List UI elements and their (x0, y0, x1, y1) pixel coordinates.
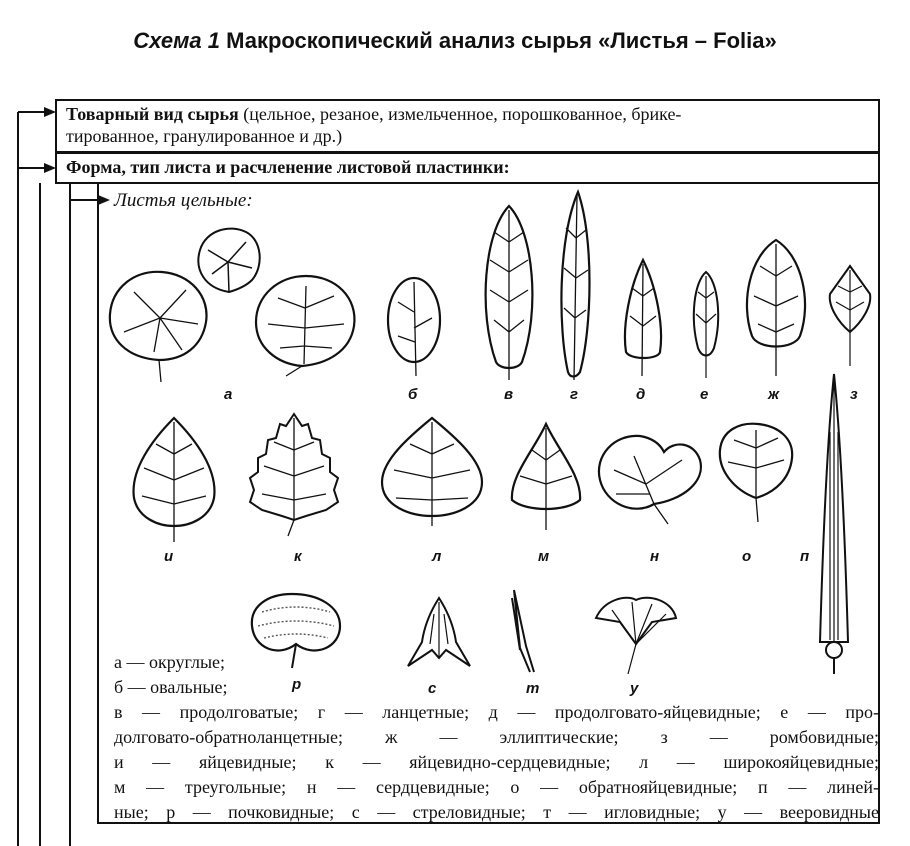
leaf-v-oblong (474, 202, 544, 384)
leaf-label-o: о (742, 548, 752, 565)
leaf-i-ovate (126, 414, 222, 544)
leaf-zh-elliptic (740, 236, 812, 382)
commodity-form-label: Товарный вид сырья (66, 104, 239, 124)
leaf-label-s: с (428, 680, 437, 697)
title-prefix: Схема (133, 28, 202, 53)
leaf-n-cordate (594, 430, 704, 526)
commodity-form-desc-1: (цельное, резаное, измельченное, порошкованное, брике- (238, 104, 682, 124)
leaf-b-oval (384, 272, 444, 382)
title-number: 1 (207, 28, 220, 53)
leaf-l-broad-ovate (376, 414, 488, 528)
leaf-label-v: в (504, 386, 514, 403)
leaf-p-linear (812, 372, 856, 676)
legend-line-3: в — продолговатые; г — ланцетные; д — продолговато-яйцевидные; е — про- (114, 702, 879, 722)
leaf-shape-row (56, 153, 879, 183)
leaf-o-obovate (714, 418, 798, 526)
leaf-label-zh: ж (768, 386, 780, 403)
legend-line-4: долговато-обратноланцетные; ж — эллиптические; з — ромбовидные; (114, 727, 879, 747)
leaf-a-rounded (104, 262, 214, 384)
leaf-label-t: т (526, 680, 540, 697)
leaf-label-r: р (292, 676, 302, 693)
leaf-label-b: б (408, 386, 418, 403)
leaf-label-d: д (636, 386, 646, 403)
leaf-shape-label: Форма, тип листа и расчленение листовой пластинки: (66, 157, 510, 177)
leaf-g-lanceolate (552, 188, 598, 384)
leaf-m-triangular (506, 420, 586, 534)
leaf-d-oblong-ovate (620, 256, 666, 382)
leaf-label-u: у (630, 680, 639, 697)
leaf-label-k: к (294, 548, 302, 565)
leaf-label-n: н (650, 548, 660, 565)
leaf-a-rounded-cordate (250, 268, 362, 380)
title-text: Макроскопический анализ сырья «Листья – Folia» (226, 28, 777, 53)
commodity-form-row (56, 100, 879, 152)
legend-line-2: б — овальные; (114, 677, 228, 697)
legend-line-7: ные; р — почковидные; с — стреловидные; т — игловидные; у — вееровидные (114, 802, 879, 822)
legend-line-1: а — округлые; (114, 652, 226, 672)
leaf-label-i: и (164, 548, 174, 565)
leaf-e-oblanceolate (688, 268, 724, 382)
leaf-label-a: а (224, 386, 233, 403)
commodity-form-desc-2: тированное, гранулированное и др.) (66, 126, 343, 146)
leaf-label-g: г (570, 386, 579, 403)
subheading-whole-leaves: Листья цельные: (114, 190, 253, 211)
leaf-label-m: м (538, 548, 550, 565)
leaf-label-p: п (800, 548, 810, 565)
legend-line-6: м — треугольные; н — сердцевидные; о — обратнояйцевидные; п — линей- (114, 777, 879, 797)
leaf-k-ovate-cordate (244, 410, 344, 540)
legend (114, 650, 879, 825)
leaf-label-z: з (850, 386, 858, 403)
leaf-label-e: е (700, 386, 709, 403)
leaf-label-l: л (432, 548, 442, 565)
leaf-z-rhomboid (824, 262, 876, 372)
legend-line-5: и — яйцевидные; к — яйцевидно-сердцевидные; л — широкояйцевидные; (114, 752, 879, 772)
